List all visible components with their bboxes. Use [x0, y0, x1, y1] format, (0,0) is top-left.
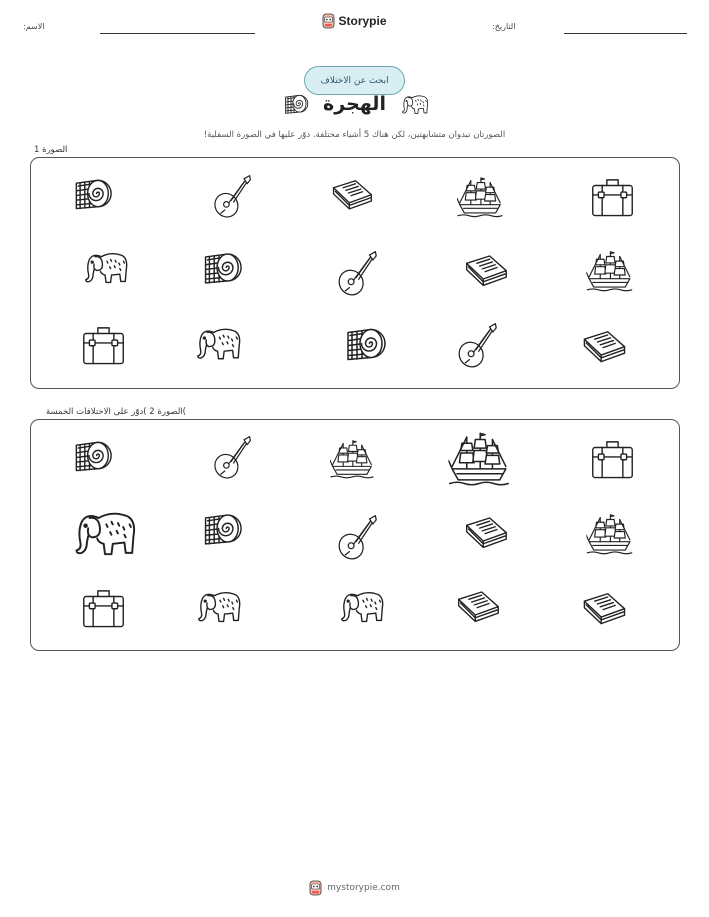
picture2-panel [30, 419, 680, 651]
bedroll-icon[interactable] [195, 511, 243, 547]
lute-icon[interactable] [336, 514, 378, 562]
elephant-icon[interactable] [339, 586, 385, 626]
book-icon[interactable] [463, 252, 509, 294]
name-label: الاسم: [23, 22, 45, 31]
suitcase-icon[interactable] [80, 586, 127, 631]
elephant-icon[interactable] [195, 323, 242, 363]
ship-icon[interactable] [330, 439, 374, 481]
bedroll-icon[interactable] [337, 326, 387, 362]
footer-url[interactable]: mystorypie.com [327, 883, 400, 893]
bedroll-icon [279, 93, 309, 115]
bedroll-icon[interactable] [66, 439, 113, 473]
book-icon[interactable] [463, 514, 509, 556]
elephant-icon[interactable] [196, 586, 242, 626]
suitcase-icon[interactable] [80, 323, 127, 368]
instructions: الصورتان تبدوان متشابهتين، لكن هناك 5 أشياء مختلفة. دوّر عليها في الصورة السفلية! [203, 130, 506, 140]
title-row [0, 92, 709, 116]
lute-icon[interactable] [336, 250, 378, 298]
ship-icon[interactable] [457, 176, 503, 220]
elephant-icon[interactable] [83, 247, 129, 287]
ship-icon[interactable] [445, 431, 513, 489]
ship-icon[interactable] [586, 513, 633, 557]
book-icon[interactable] [580, 590, 628, 632]
brand [0, 13, 709, 29]
footer [0, 880, 709, 896]
bedroll-icon[interactable] [195, 250, 243, 286]
picture1-panel [30, 157, 680, 389]
book-icon[interactable] [455, 588, 501, 630]
date-line[interactable] [564, 33, 687, 34]
picture2-label: الصورة 2 )دوّر على الاختلافات الخمسة( [45, 407, 186, 417]
find-difference-badge: ابحث عن الاختلاف [304, 66, 405, 95]
picture1-label: الصورة 1 [34, 145, 68, 155]
storypie-mascot-icon [309, 880, 322, 896]
elephant-icon [400, 92, 430, 116]
lute-icon[interactable] [212, 174, 252, 220]
page-title: الهجرة [323, 93, 386, 115]
ship-icon[interactable] [586, 250, 633, 294]
brand-name: Storypie [338, 14, 387, 28]
name-line[interactable] [100, 33, 255, 34]
suitcase-icon[interactable] [589, 175, 636, 220]
bedroll-icon[interactable] [66, 177, 113, 211]
book-icon[interactable] [580, 328, 628, 370]
storypie-mascot-icon [322, 13, 335, 29]
book-icon[interactable] [330, 177, 374, 217]
elephant-icon[interactable] [72, 505, 138, 560]
lute-icon[interactable] [456, 322, 498, 370]
date-label: التاريخ: [492, 22, 516, 31]
suitcase-icon[interactable] [589, 437, 636, 482]
lute-icon[interactable] [212, 435, 252, 481]
